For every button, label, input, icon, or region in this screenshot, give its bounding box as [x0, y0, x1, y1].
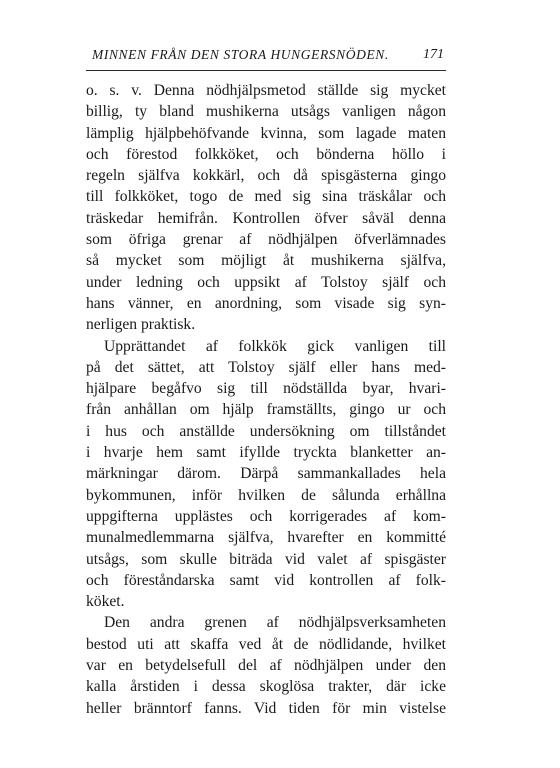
text-line: träskedar hemifrån. Kontrollen öfver såväl denna: [86, 209, 446, 227]
text-line: köket.: [86, 593, 125, 611]
paragraph: [86, 336, 446, 613]
text-line: till folkköket, togo de med sig sina träskålar och: [86, 188, 446, 206]
text-line: hjälpare begåfvo sig till nödställda byar, hvari-: [86, 380, 446, 398]
paragraph: [86, 80, 446, 336]
text-line: regeln själfva kokkärl, och då spisgästerna gingo: [86, 167, 446, 185]
text-line: från anhållan om hjälp framställts, gingo ur och: [86, 401, 446, 419]
text-line: munalmedlemmarna själfva, hvarefter en kommitté: [86, 529, 446, 547]
text-line: på det sättet, att Tolstoy själf eller hans med-: [86, 358, 446, 376]
paragraph: [86, 612, 446, 718]
text-line: billig, ty bland mushikerna utsågs vanligen någon: [86, 103, 446, 121]
text-line: heller bränntorf fanns. Vid tiden för min vistelse: [86, 699, 446, 717]
text-line: o. s. v. Denna nödhjälpsmetod ställde sig mycket: [86, 82, 446, 99]
text-line: utsågs, som skulle biträda vid valet af spisgäster: [86, 550, 446, 568]
text-line: lämplig hjälpbehöfvande kvinna, som lagade maten: [86, 124, 446, 142]
text-line: nerligen praktisk.: [86, 316, 196, 334]
text-line: Upprättandet af folkkök gick vanligen till: [104, 337, 446, 355]
text-line: var en betydelsefull del af nödhjälpen under den: [86, 657, 446, 675]
page-number: 171: [423, 47, 444, 62]
text-line: märkningar därom. Därpå sammankallades hela: [86, 465, 446, 483]
running-head: [92, 47, 444, 69]
text-line: kalla årstiden i dessa skoglösa trakter, där icke: [86, 678, 446, 696]
header-rule: [86, 70, 446, 71]
text-line: som öfriga grenar af nödhjälpen öfverlämnades: [86, 231, 446, 249]
text-line: Den andra grenen af nödhjälpsverksamheten: [104, 614, 446, 632]
body-text: [86, 80, 446, 719]
text-line: i hus och anställde undersökning om tillståndet: [86, 422, 446, 440]
running-title: MINNEN FRÅN DEN STORA HUNGERSNÖDEN.: [92, 47, 389, 62]
text-line: hans vänner, en anordning, som visade sig syn-: [86, 294, 446, 312]
text-line: bykommunen, inför hvilken de sålunda erhållna: [86, 486, 446, 504]
text-line: och förestod folkköket, och bönderna höllo i: [86, 145, 446, 163]
text-line: under ledning och uppsikt af Tolstoy själf och: [86, 273, 446, 291]
text-line: bestod uti att skaffa ved åt de nödlidande, hvilket: [86, 635, 446, 653]
text-line: och föreståndarska samt vid kontrollen af folk-: [86, 571, 446, 589]
text-line: i hvarje hem samt ifyllde tryckta blanketter an-: [86, 444, 446, 462]
text-line: uppgifterna upplästes och korrigerades af kom-: [86, 507, 446, 525]
text-line: så mycket som möjligt åt mushikerna själfva,: [86, 252, 446, 270]
